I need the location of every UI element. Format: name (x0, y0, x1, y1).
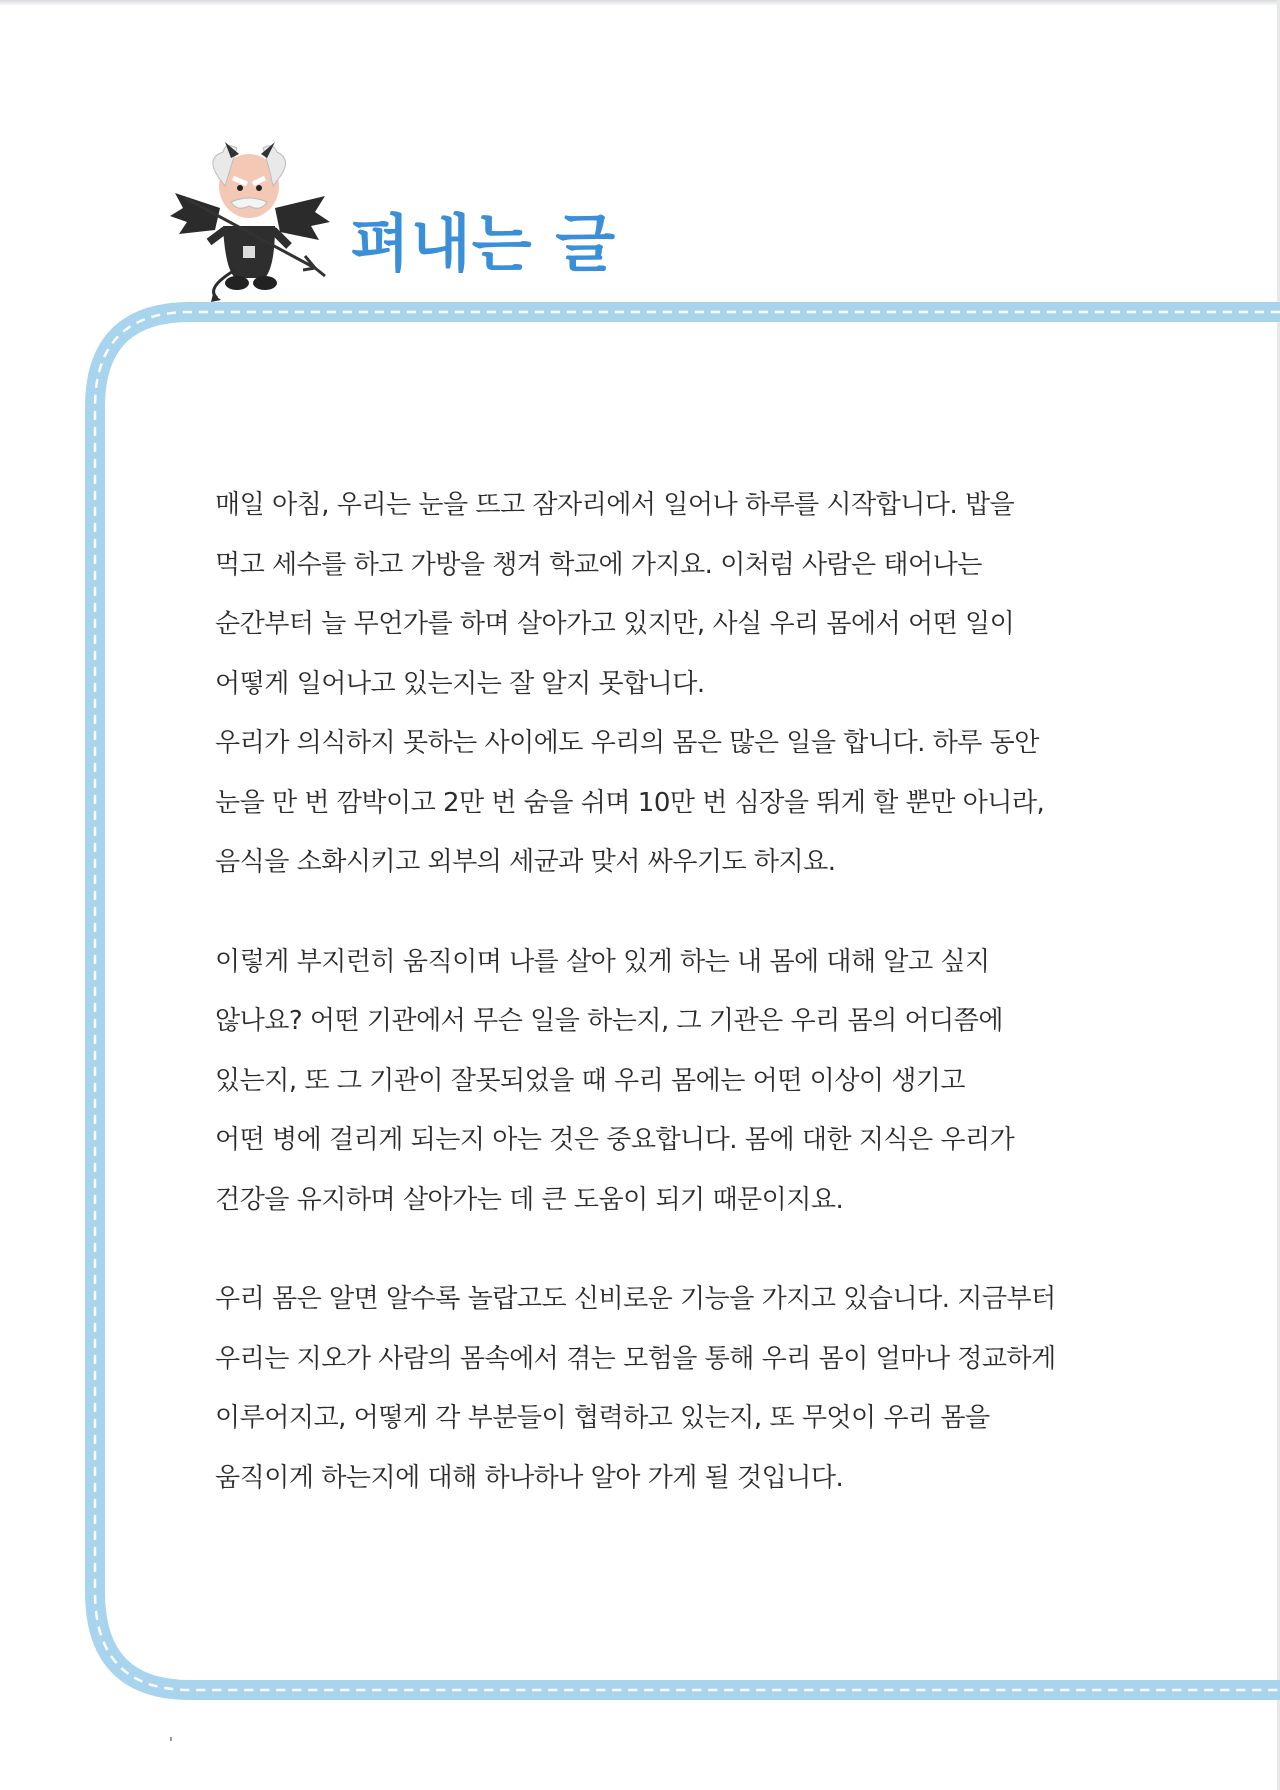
devil-old-man-mascot-icon (165, 138, 335, 303)
paragraph-line: 먹고 세수를 하고 가방을 챙겨 학교에 가지요. 이처럼 사람은 태어나는 (215, 549, 982, 580)
paragraph-line: 눈을 만 번 깜박이고 2만 번 숨을 쉬며 10만 번 심장을 뛰게 할 뿐만 아니라, (215, 787, 1045, 818)
paragraph-line: 우리는 지오가 사람의 몸속에서 겪는 모험을 통해 우리 몸이 얼마나 정교하게 (215, 1343, 1056, 1374)
paragraph-line: 매일 아침, 우리는 눈을 뜨고 잠자리에서 일어나 하루를 시작합니다. 밥을 (215, 490, 1015, 520)
paragraph-line: 건강을 유지하며 살아가는 데 큰 도움이 되기 때문이지요. (215, 1184, 844, 1215)
page-title: 펴내는 글 (350, 207, 617, 280)
paragraph-line: 순간부터 늘 무언가를 하며 살아가고 있지만, 사실 우리 몸에서 어떤 일이 (215, 609, 1015, 639)
preface-body (215, 478, 1135, 1510)
paragraph-line: 음식을 소화시키고 외부의 세균과 맞서 싸우기도 하지요. (215, 847, 836, 877)
paragraph-line: 어떤 병에 걸리게 되는지 아는 것은 중요합니다. 몸에 대한 지식은 우리가 (215, 1125, 1015, 1155)
paragraph-line: 있는지, 또 그 기관이 잘못되었을 때 우리 몸에는 어떤 이상이 생기고 (215, 1065, 966, 1096)
paragraph-line: 우리 몸은 알면 알수록 놀랍고도 신비로운 기능을 가지고 있습니다. 지금부터 (215, 1284, 1056, 1314)
paragraph-line: 이렇게 부지런히 움직이며 나를 살아 있게 하는 내 몸에 대해 알고 싶지 (215, 946, 990, 977)
paragraph-line: 어떻게 일어나고 있는지는 잘 알지 못합니다. (215, 668, 705, 699)
paragraph-line: 우리가 의식하지 못하는 사이에도 우리의 몸은 많은 일을 합니다. 하루 동안 (215, 728, 1039, 758)
paragraph-1 (215, 478, 1135, 895)
scan-speck (170, 1737, 172, 1741)
paragraph-2 (215, 935, 1135, 1233)
page-top-edge (0, 0, 1280, 6)
paragraph-line: 이루어지고, 어떻게 각 부분들이 협력하고 있는지, 또 무엇이 우리 몸을 (215, 1403, 990, 1433)
paragraph-line: 않나요? 어떤 기관에서 무슨 일을 하는지, 그 기관은 우리 몸의 어디쯤에 (215, 1006, 1003, 1036)
paragraph-3 (215, 1272, 1135, 1510)
paragraph-line: 움직이게 하는지에 대해 하나하나 알아 가게 될 것입니다. (215, 1462, 844, 1493)
